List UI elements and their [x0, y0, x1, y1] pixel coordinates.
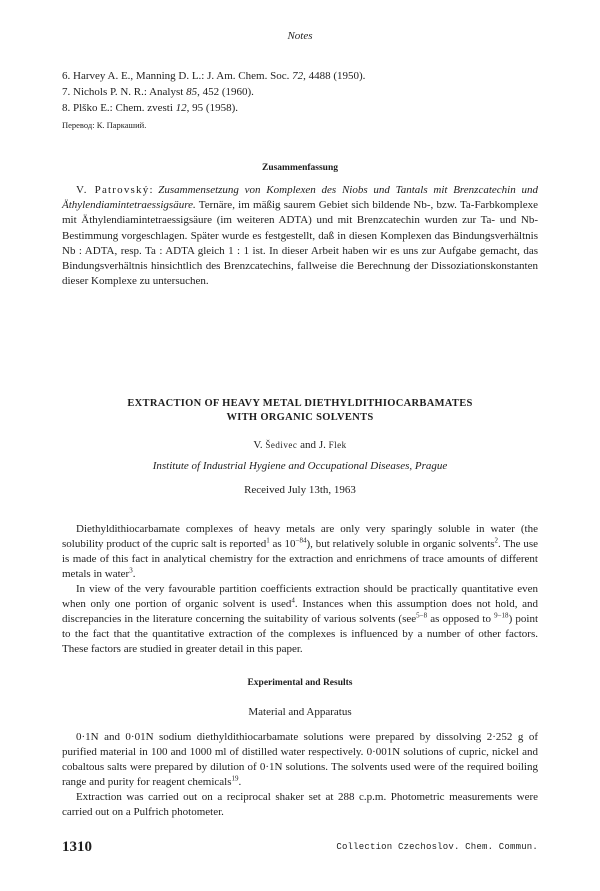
paragraph: In view of the very favourable partition coefficients extraction should be practically quantitative even when only one portion of organic solvent is used$^4$. Instances when this assumption does not hold, and discrepancies in the literature concerning the suitability of various solvents (see$^{5-8}$ as opposed to $^{9-18}$) point to the fact that the quantitative extraction of the complexes is influenced by a number of other factors. These factors are studied in greater detail in this paper.	[62, 583, 538, 655]
running-head: Notes	[287, 30, 313, 42]
paragraph: Extraction was carried out on a reciprocal shaker set at 288 c.p.m. Photometric measurements were carried out on a Pulfrich photometer.	[62, 791, 538, 818]
zusammenfassung-heading: Zusammenfassung	[261, 163, 339, 173]
subsection-heading: Material and Apparatus	[248, 706, 352, 718]
journal-name: Collection Czechoslov. Chem. Commun.	[336, 842, 538, 852]
article-title: EXTRACTION OF HEAVY METAL DIETHYLDITHIOCARBAMATES WITH ORGANIC SOLVENTS	[127, 398, 473, 423]
page-number: 1310	[62, 839, 92, 855]
introduction	[62, 522, 538, 657]
article-authors: V. Šedivec and J. Flek	[253, 439, 347, 451]
author-name: Šedivec	[265, 440, 298, 450]
reference-item: 8. Plško E.: Chem. zvesti 12, 95 (1958).	[62, 102, 238, 114]
author-name: Flek	[328, 440, 347, 450]
reference-list	[62, 68, 542, 116]
received-date: Received July 13th, 1963	[244, 484, 356, 496]
zusammenfassung-title: Zusammensetzung von Komplexen des Niobs und Tantals mit Brenzcatechin und Äthylendiamintetraessigsäure.	[62, 184, 538, 212]
paragraph: 0·1N and 0·01N sodium diethyldithiocarbamate solutions were prepared by dissolving 2·252 g of purified material in 100 and 1000 ml of distilled water respectively. 0·001N solutions of cupric, nickel and cobaltous salts were prepared by dilution of 0·1N solutions. The solvents used were of the required boiling range and purity for reagent chemicals$^{19}$.	[62, 731, 538, 788]
article-institute: Institute of Industrial Hygiene and Occupational Diseases, Prague	[152, 460, 448, 472]
section-heading: Experimental and Results	[247, 678, 353, 688]
translator-credit: Перевод: К. Паркаший.	[62, 120, 147, 130]
reference-item: 7. Nichols P. N. R.: Analyst 85, 452 (1960).	[62, 86, 254, 98]
zusammenfassung-author: V. Patrovský	[76, 184, 150, 196]
zusammenfassung-text: V. Patrovský: Zusammensetzung von Komplexen des Niobs und Tantals mit Brenzcatechin und Äthylendiamintetraessigsäure. Ternäre, im mäßig saurem Gebiet sich bildende Nb-, bzw. Ta-Farbkomplexe mit Äthylendiamintetraessigsäure (im weiteren ADTA) und mit Brenzcatechin wurden zur Ta- und Nb-Bestimmung vorgeschlagen. Später wurde es festgestellt, daß in diesen Komplexen das Bindungsverhältnis Nb : ADTA, resp. Ta : ADTA gleich 1 : 1 ist. In dieser Arbeit haben wir es uns zur Aufgabe gemacht, das Bindungsverhältnis hinsichtlich des Brenzcatechins, fallweise die Berechnung der Dissoziationskonstanten dieser Komplexe zu untersuchen.	[62, 184, 538, 288]
paragraph: Diethyldithiocarbamate complexes of heavy metals are only very sparingly soluble in water (the solubility product of the cupric salt is reported$^1$ as $10^{-84}$), but relatively soluble in organic solvents$^2$. The use is made of this fact in analytical chemistry for the extraction and enrichmens of trace amounts of different metals in water$^3$.	[62, 523, 538, 580]
methods-text	[62, 730, 538, 820]
reference-item: 6. Harvey A. E., Manning D. L.: J. Am. Chem. Soc. 72, 4488 (1950).	[62, 70, 366, 82]
zusammenfassung-body: Ternäre, im mäßig saurem Gebiet sich bildende Nb-, bzw. Ta-Farbkomplexe mit Äthylendiamintetraessigsäure (im weiteren ADTA) und mit Brenzcatechin wurden zur Ta- und Nb-Bestimmung vorgeschlagen. Später wurde es festgestellt, daß in diesen Komplexen das Bindungsverhältnis Nb : ADTA, resp. Ta : ADTA gleich 1 : 1 ist. In dieser Arbeit haben wir es uns zur Aufgabe gemacht, das Bindungsverhältnis hinsichtlich des Brenzcatechins, fallweise die Berechnung der Dissoziationskonstanten dieser Komplexe zu untersuchen.	[62, 199, 538, 288]
